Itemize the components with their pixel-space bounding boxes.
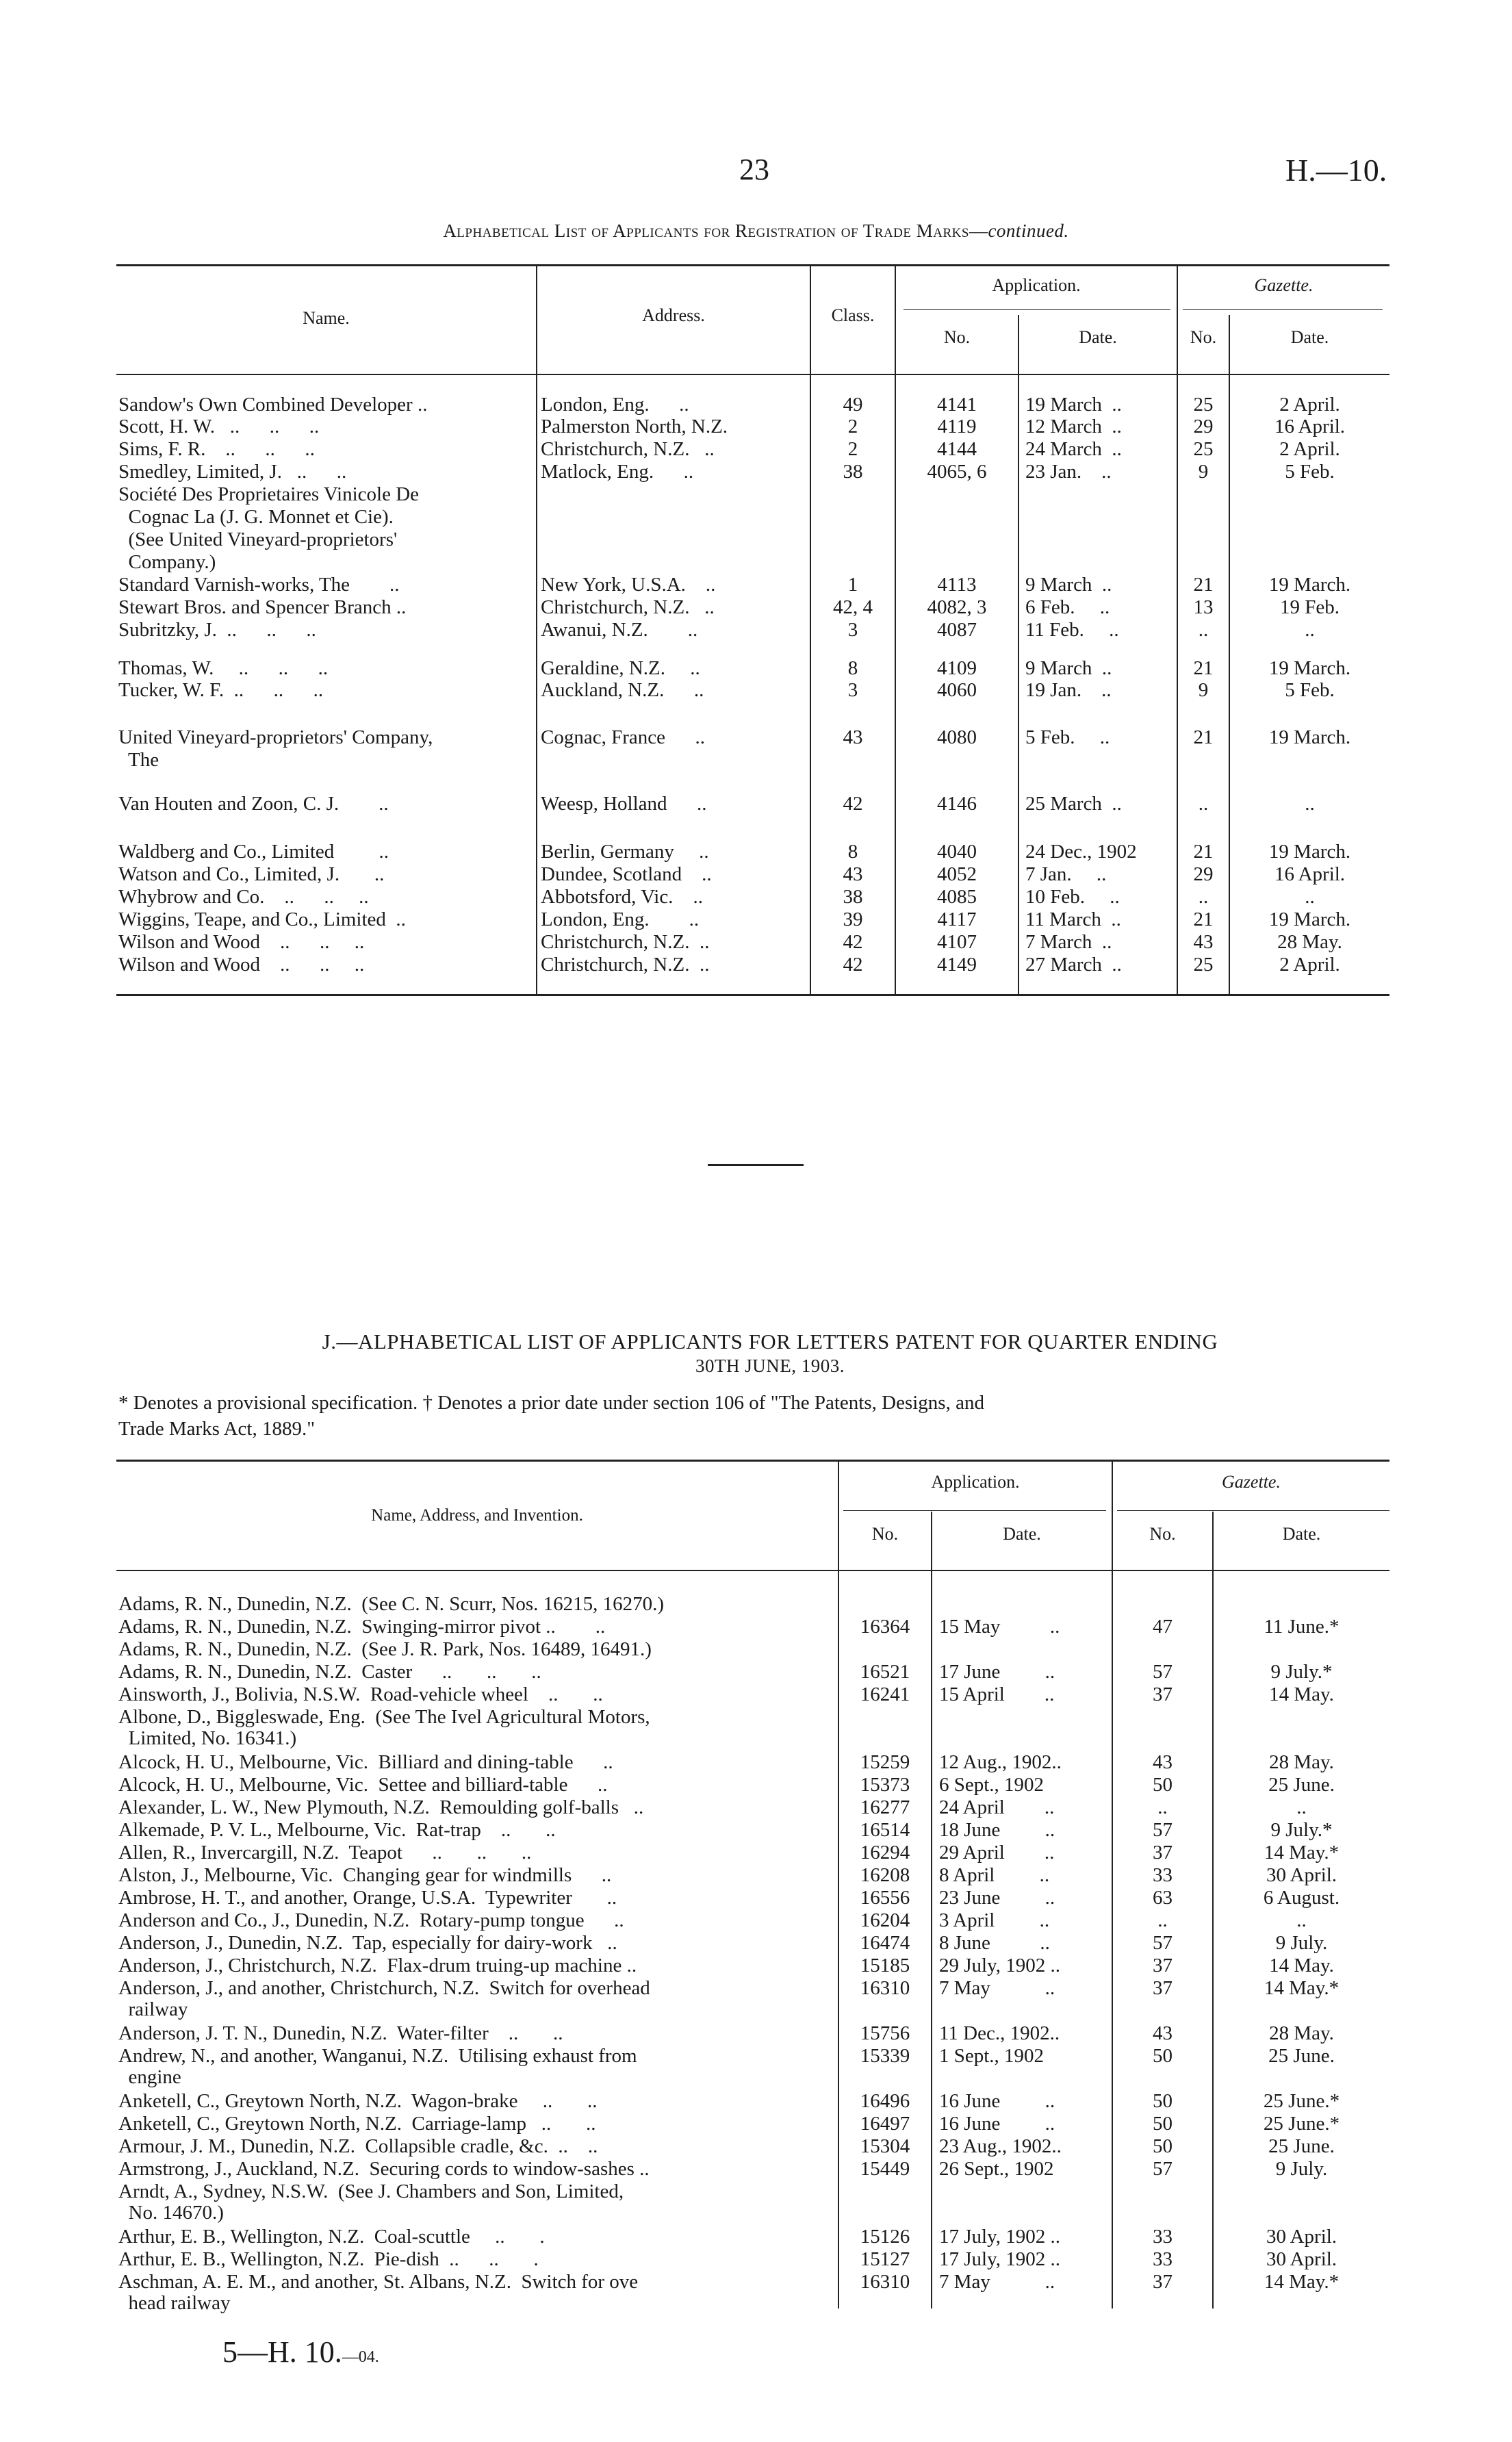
table1-cell-address: Weesp, Holland .. [541, 793, 707, 815]
table2-cell-gaz-no: 37 [1153, 1842, 1173, 1864]
document-reference: H.—10. [1285, 153, 1387, 188]
table1-header-gaz-date: Date. [1290, 327, 1329, 347]
table2-cell-gaz-date: 28 May. [1269, 2022, 1334, 2044]
table1-cell-app-date: 19 Jan. .. [1025, 679, 1112, 701]
table1-cell-app-no: 4052 [937, 863, 977, 885]
table2-cell-app-no: 16514 [860, 1819, 910, 1841]
table1-cell-gaz-date: .. [1305, 793, 1315, 815]
table1-cell-gaz-no: 21 [1193, 726, 1214, 748]
table1-cell-class: 3 [847, 619, 858, 641]
table1-cell-address: Awanui, N.Z. .. [541, 619, 698, 641]
table1-cell-class: 2 [847, 438, 858, 460]
table1-cell-gaz-no: 9 [1198, 679, 1209, 701]
table2-cell-app-date: 11 Dec., 1902.. [939, 2022, 1060, 2044]
table1-cell-class: 39 [843, 908, 863, 930]
table2-cell-app-no: 16241 [860, 1683, 910, 1705]
table2-cell-gaz-date: 14 May.* [1264, 2271, 1340, 2293]
table2-cell-gaz-no: 47 [1153, 1616, 1173, 1638]
table1-cell-app-date: 6 Feb. .. [1025, 596, 1110, 618]
table2-cell-app-no: 16496 [860, 2090, 910, 2112]
table1-cell-app-date: 11 March .. [1025, 908, 1121, 930]
table1-cell-gaz-date: .. [1305, 886, 1315, 908]
table1-cell-class: 38 [843, 886, 863, 908]
table1-cell-class: 8 [847, 657, 858, 679]
table2-cell-name: Alexander, L. W., New Plymouth, N.Z. Remoulding golf-balls .. [118, 1796, 644, 1818]
table1-cell-gaz-no: 25 [1193, 954, 1214, 976]
table2-cell-gaz-date: 9 July.* [1270, 1819, 1333, 1841]
table2-cell-name: Anderson, J., Dunedin, N.Z. Tap, especially for dairy-work .. [118, 1932, 617, 1954]
table1-cell-app-date: 11 Feb. .. [1025, 619, 1119, 641]
table2-group-rule [1117, 1510, 1389, 1511]
table2-cell-name: Adams, R. N., Dunedin, N.Z. (See J. R. Park, Nos. 16489, 16491.) [118, 1638, 652, 1660]
table1-cell-class: 2 [847, 416, 858, 437]
table2-cell-name: Anderson, J., and another, Christchurch, N.Z. Switch for overhead [118, 1977, 650, 1999]
table2-cell-app-date: 17 June .. [939, 1661, 1055, 1683]
table1-cell-name: United Vineyard-proprietors' Company, [118, 726, 433, 748]
table1-cell-name: Sandow's Own Combined Developer .. [118, 394, 428, 416]
table1-cell-name: Tucker, W. F. .. .. .. [118, 679, 324, 701]
table2-cell-gaz-date: 25 June. [1268, 2135, 1335, 2157]
table2-cell-gaz-date: 14 May. [1269, 1955, 1334, 1976]
table1-header-gaz-no: No. [1190, 327, 1217, 347]
table1-header-app-date: Date. [1079, 327, 1117, 347]
table2-cell-gaz-no: 63 [1153, 1887, 1173, 1909]
table2-cell-app-no: 15304 [860, 2135, 910, 2157]
table2-cell-gaz-no: 37 [1153, 2271, 1173, 2293]
table2-cell-app-no: 15126 [860, 2226, 910, 2248]
table2-cell-app-no: 16364 [860, 1616, 910, 1638]
table1-cell-address: Geraldine, N.Z. .. [541, 657, 700, 679]
table2-cell-app-date: 16 June .. [939, 2113, 1055, 2135]
table1-cell-address: London, Eng. .. [541, 394, 689, 416]
table1-cell-app-no: 4113 [937, 574, 977, 596]
table1-cell-name: Wilson and Wood .. .. .. [118, 931, 365, 953]
table2-cell-app-date: 15 April .. [939, 1683, 1055, 1705]
table2-cell-gaz-date: 11 June.* [1264, 1616, 1340, 1638]
table2-cell-app-date: 3 April .. [939, 1909, 1050, 1931]
table1-cell-app-date: 5 Feb. .. [1025, 726, 1110, 748]
table2-cell-app-date: 7 May .. [939, 1977, 1055, 1999]
table1-cell-class: 42 [843, 931, 863, 953]
table1-cell-name: (See United Vineyard-proprietors' [118, 529, 398, 550]
table1-cell-gaz-date: 2 April. [1279, 954, 1340, 976]
table1-cell-gaz-date: 28 May. [1277, 931, 1342, 953]
table1-cell-address: Berlin, Germany .. [541, 841, 709, 863]
table2-cell-gaz-no: 43 [1153, 1751, 1173, 1773]
table2-header-gaz-date: Date. [1282, 1524, 1321, 1544]
table2-cell-gaz-no: 50 [1153, 2113, 1173, 2135]
table1-cell-name: Scott, H. W. .. .. .. [118, 416, 320, 437]
table2-cell-gaz-no: 37 [1153, 1977, 1173, 1999]
table2-cell-gaz-date: .. [1296, 1796, 1307, 1818]
table1-cell-gaz-no: 29 [1193, 416, 1214, 437]
table1-cell-address: Matlock, Eng. .. [541, 461, 694, 483]
table1-cell-app-date: 7 Jan. .. [1025, 863, 1107, 885]
table2-cell-gaz-date: 30 April. [1266, 2226, 1337, 2248]
table2-cell-name: Anderson and Co., J., Dunedin, N.Z. Rotary-pump tongue .. [118, 1909, 624, 1931]
table1-cell-name: Watson and Co., Limited, J. .. [118, 863, 385, 885]
table2-cell-gaz-date: 9 July.* [1270, 1661, 1333, 1683]
table1-cell-app-date: 19 March .. [1025, 394, 1122, 416]
table1-cell-gaz-no: 29 [1193, 863, 1214, 885]
page-number: 23 [739, 153, 769, 186]
table1-cell-gaz-date: .. [1305, 619, 1315, 641]
table2-cell-name: Ainsworth, J., Bolivia, N.S.W. Road-vehicle wheel .. .. [118, 1683, 603, 1705]
section-j-title: J.—ALPHABETICAL LIST OF APPLICANTS FOR LETTERS PATENT FOR QUARTER ENDING [322, 1330, 1218, 1353]
table2-cell-app-date: 23 Aug., 1902.. [939, 2135, 1062, 2157]
table1-cell-app-no: 4060 [937, 679, 977, 701]
table1-cell-name: Subritzky, J. .. .. .. [118, 619, 316, 641]
table1-cell-gaz-no: 13 [1193, 596, 1214, 618]
table1-cell-class: 42 [843, 954, 863, 976]
table2-cell-name: Alcock, H. U., Melbourne, Vic. Billiard and dining-table .. [118, 1751, 613, 1773]
table2-cell-name: Anketell, C., Greytown North, N.Z. Wagon-brake .. .. [118, 2090, 598, 2112]
table1-cell-address: Palmerston North, N.Z. [541, 416, 728, 437]
table1-header-name: Name. [303, 308, 350, 328]
table1-cell-app-no: 4085 [937, 886, 977, 908]
table2-cell-app-no: 16521 [860, 1661, 910, 1683]
table2-cell-name: Adams, R. N., Dunedin, N.Z. Swinging-mirror pivot .. .. [118, 1616, 606, 1638]
table1-title [0, 220, 1512, 242]
table1-cell-app-no: 4082, 3 [927, 596, 987, 618]
table2-col-divider [931, 1512, 932, 2309]
table1-cell-app-no: 4144 [937, 438, 977, 460]
section-j-note-line1: * Denotes a provisional specification. † Denotes a prior date under section 106 of "The Patents, Designs, and [118, 1392, 984, 1414]
table1-cell-app-date: 9 March .. [1025, 574, 1112, 596]
table1-cell-gaz-no: 43 [1193, 931, 1214, 953]
table1-title-suffix: continued. [988, 220, 1069, 241]
table2-cell-app-date: 8 June .. [939, 1932, 1050, 1954]
table1-cell-name: Wiggins, Teape, and Co., Limited .. [118, 908, 406, 930]
table1-cell-app-no: 4146 [937, 793, 977, 815]
table2-cell-gaz-no: 50 [1153, 2045, 1173, 2067]
table1-cell-gaz-no: .. [1198, 793, 1209, 815]
table1-header-rule [116, 374, 1389, 375]
table1-header-app-no: No. [943, 327, 971, 347]
table2-cell-app-no: 16208 [860, 1864, 910, 1886]
table2-cell-gaz-no: 50 [1153, 2090, 1173, 2112]
table1-cell-app-date: 7 March .. [1025, 931, 1112, 953]
table1-cell-gaz-date: 19 March. [1268, 726, 1351, 748]
table2-cell-app-date: 1 Sept., 1902 [939, 2045, 1045, 2067]
table2-cell-gaz-no: 57 [1153, 1819, 1173, 1841]
table2-cell-name: Anderson, J., Christchurch, N.Z. Flax-drum truing-up machine .. [118, 1955, 637, 1976]
table1-cell-address: Christchurch, N.Z. .. [541, 931, 710, 953]
table2-cell-name: railway [118, 1998, 188, 2020]
table2-cell-app-date: 6 Sept., 1902 [939, 1774, 1045, 1796]
table1-cell-name: The [118, 749, 159, 771]
table2-cell-app-no: 16310 [860, 2271, 910, 2293]
table2-cell-gaz-date: 30 April. [1266, 1864, 1337, 1886]
table2-cell-name: Arthur, E. B., Wellington, N.Z. Pie-dish .. .. . [118, 2248, 539, 2270]
table1-cell-name: Company.) [118, 551, 216, 573]
table2-cell-gaz-no: 57 [1153, 1661, 1173, 1683]
table2-cell-gaz-no: 57 [1153, 2158, 1173, 2180]
table1-header-address: Address. [642, 305, 705, 325]
table1-header-gazette: Gazette. [1254, 275, 1314, 295]
table1-cell-gaz-no: 9 [1198, 461, 1209, 483]
table1-cell-gaz-date: 16 April. [1274, 863, 1346, 885]
table1-cell-class: 3 [847, 679, 858, 701]
table2-cell-name: Armstrong, J., Auckland, N.Z. Securing cords to window-sashes .. [118, 2158, 650, 2180]
table2-cell-app-date: 29 July, 1902 .. [939, 1955, 1060, 1976]
table2-cell-name: No. 14670.) [118, 2202, 224, 2224]
table2-cell-gaz-no: .. [1157, 1796, 1168, 1818]
table1-cell-app-no: 4107 [937, 931, 977, 953]
table2-cell-gaz-date: 25 June.* [1263, 2090, 1340, 2112]
table1-cell-gaz-date: 5 Feb. [1285, 461, 1335, 483]
table2-cell-app-no: 15259 [860, 1751, 910, 1773]
table2-cell-name: Albone, D., Biggleswade, Eng. (See The Ivel Agricultural Motors, [118, 1706, 650, 1728]
table1-cell-app-no: 4040 [937, 841, 977, 863]
table1-cell-gaz-no: 25 [1193, 394, 1214, 416]
table2-cell-app-no: 16204 [860, 1909, 910, 1931]
table1-cell-address: Abbotsford, Vic. .. [541, 886, 703, 908]
table1-cell-gaz-no: 21 [1193, 574, 1214, 596]
table1-cell-gaz-date: 2 April. [1279, 438, 1340, 460]
table2-cell-app-date: 7 May .. [939, 2271, 1055, 2293]
table2-cell-app-no: 15449 [860, 2158, 910, 2180]
table2-cell-name: Anderson, J. T. N., Dunedin, N.Z. Water-filter .. .. [118, 2022, 563, 2044]
table2-cell-app-no: 16474 [860, 1932, 910, 1954]
section-j-note-line2: Trade Marks Act, 1889." [118, 1418, 316, 1440]
table2-cell-gaz-date: 14 May.* [1264, 1842, 1340, 1864]
table1-cell-address: Auckland, N.Z. .. [541, 679, 704, 701]
table1-cell-app-date: 12 March .. [1025, 416, 1122, 437]
table2-cell-name: Adams, R. N., Dunedin, N.Z. (See C. N. Scurr, Nos. 16215, 16270.) [118, 1593, 665, 1615]
table1-cell-address: Christchurch, N.Z. .. [541, 438, 715, 460]
table1-cell-gaz-no: 25 [1193, 438, 1214, 460]
table2-cell-name: Armour, J. M., Dunedin, N.Z. Collapsible cradle, &c. .. .. [118, 2135, 598, 2157]
table1-cell-name: Van Houten and Zoon, C. J. .. [118, 793, 389, 815]
section-j-subtitle: 30TH JUNE, 1903. [695, 1356, 845, 1376]
table2-cell-app-no: 16497 [860, 2113, 910, 2135]
table1-bottom-rule [116, 994, 1389, 996]
table1-cell-name: Thomas, W. .. .. .. [118, 657, 329, 679]
table1-cell-class: 43 [843, 726, 863, 748]
table1-cell-app-no: 4109 [937, 657, 977, 679]
table2-cell-name: Arthur, E. B., Wellington, N.Z. Coal-scuttle .. . [118, 2226, 545, 2248]
table2-cell-app-date: 29 April .. [939, 1842, 1055, 1864]
table2-cell-gaz-no: 50 [1153, 1774, 1173, 1796]
table1-cell-gaz-no: 21 [1193, 657, 1214, 679]
table2-cell-app-date: 12 Aug., 1902.. [939, 1751, 1062, 1773]
table2-cell-app-no: 16294 [860, 1842, 910, 1864]
table2-cell-app-date: 18 June .. [939, 1819, 1055, 1841]
table1-cell-class: 42, 4 [833, 596, 873, 618]
table1-col-divider [536, 264, 537, 994]
table1-cell-gaz-date: 19 Feb. [1280, 596, 1340, 618]
table2-cell-gaz-date: 28 May. [1269, 1751, 1334, 1773]
table1-title-prefix: Alphabetical List of Applicants for Registration of Trade Marks— [443, 220, 988, 241]
table2-cell-app-no: 15185 [860, 1955, 910, 1976]
table1-cell-name: Société Des Proprietaires Vinicole De [118, 483, 420, 505]
table2-cell-gaz-date: 25 June. [1268, 1774, 1335, 1796]
table2-header-app-no: No. [871, 1524, 899, 1544]
table1-cell-address: Christchurch, N.Z. .. [541, 596, 715, 618]
table1-cell-class: 43 [843, 863, 863, 885]
table1-cell-address: Dundee, Scotland .. [541, 863, 712, 885]
table1-cell-gaz-date: 16 April. [1274, 416, 1346, 437]
table1-cell-app-no: 4087 [937, 619, 977, 641]
table2-cell-gaz-no: 37 [1153, 1955, 1173, 1976]
table1-cell-class: 8 [847, 841, 858, 863]
table1-cell-gaz-date: 19 March. [1268, 908, 1351, 930]
table2-cell-name: Limited, No. 16341.) [118, 1727, 297, 1749]
table1-cell-gaz-date: 19 March. [1268, 841, 1351, 863]
table2-cell-gaz-date: 14 May.* [1264, 1977, 1340, 1999]
table2-cell-gaz-date: 14 May. [1269, 1683, 1334, 1705]
table2-cell-gaz-date: 6 August. [1263, 1887, 1340, 1909]
table1-cell-app-no: 4141 [937, 394, 977, 416]
table1-cell-app-no: 4119 [937, 416, 977, 437]
table2-cell-gaz-no: 50 [1153, 2135, 1173, 2157]
table2-header-gaz-no: No. [1149, 1524, 1176, 1544]
table2-cell-gaz-no: .. [1157, 1909, 1168, 1931]
table1-cell-app-date: 24 March .. [1025, 438, 1122, 460]
table1-cell-name: Standard Varnish-works, The .. [118, 574, 400, 596]
table2-cell-app-date: 16 June .. [939, 2090, 1055, 2112]
table2-cell-gaz-date: 25 June. [1268, 2045, 1335, 2067]
table2-cell-gaz-date: 9 July. [1275, 2158, 1328, 2180]
table2-cell-app-date: 23 June .. [939, 1887, 1055, 1909]
table2-cell-app-date: 24 April .. [939, 1796, 1055, 1818]
table1-cell-name: Wilson and Wood .. .. .. [118, 954, 365, 976]
table2-cell-app-date: 8 April .. [939, 1864, 1050, 1886]
table2-cell-name: Aschman, A. E. M., and another, St. Albans, N.Z. Switch for ove [118, 2271, 639, 2293]
table2-top-rule [116, 1460, 1389, 1462]
table1-cell-gaz-date: 5 Feb. [1285, 679, 1335, 701]
table2-cell-app-no: 15756 [860, 2022, 910, 2044]
table1-cell-class: 38 [843, 461, 863, 483]
signature-text: 5—H. 10. [222, 2335, 342, 2369]
table2-cell-gaz-date: 9 July. [1275, 1932, 1328, 1954]
table2-header-rule [116, 1570, 1389, 1571]
table2-cell-name: Allen, R., Invercargill, N.Z. Teapot .. .. .. [118, 1842, 532, 1864]
table1-cell-app-date: 10 Feb. .. [1025, 886, 1120, 908]
table2-cell-app-date: 15 May .. [939, 1616, 1060, 1638]
table1-cell-gaz-date: 19 March. [1268, 657, 1351, 679]
table1-cell-class: 49 [843, 394, 863, 416]
table1-cell-gaz-no: .. [1198, 886, 1209, 908]
table2-cell-app-date: 17 July, 1902 .. [939, 2248, 1060, 2270]
signature-suffix: —04. [342, 2348, 379, 2366]
table2-cell-app-date: 26 Sept., 1902 [939, 2158, 1054, 2180]
table1-top-rule [116, 264, 1389, 266]
table2-cell-gaz-no: 33 [1153, 1864, 1173, 1886]
table2-cell-app-date: 17 July, 1902 .. [939, 2226, 1060, 2248]
table1-cell-address: Christchurch, N.Z. .. [541, 954, 710, 976]
table2-cell-name: head railway [118, 2292, 231, 2314]
table1-cell-address: London, Eng. .. [541, 908, 700, 930]
table1-cell-gaz-date: 19 March. [1268, 574, 1351, 596]
table2-header-application: Application. [931, 1472, 1020, 1492]
table2-cell-name: Arndt, A., Sydney, N.S.W. (See J. Chambers and Son, Limited, [118, 2180, 624, 2202]
table2-cell-name: Alston, J., Melbourne, Vic. Changing gear for windmills .. [118, 1864, 612, 1886]
table2-cell-gaz-no: 33 [1153, 2248, 1173, 2270]
table1-cell-gaz-no: .. [1198, 619, 1209, 641]
table1-cell-app-no: 4065, 6 [927, 461, 987, 483]
table1-header-application: Application. [992, 275, 1081, 295]
table1-cell-app-date: 23 Jan. .. [1025, 461, 1112, 483]
table2-cell-app-no: 16277 [860, 1796, 910, 1818]
table1-cell-app-no: 4080 [937, 726, 977, 748]
table2-header-app-date: Date. [1003, 1524, 1041, 1544]
table2-cell-gaz-date: .. [1296, 1909, 1307, 1931]
table2-cell-name: engine [118, 2066, 181, 2088]
table1-cell-name: Waldberg and Co., Limited .. [118, 841, 389, 863]
table2-cell-app-no: 16310 [860, 1977, 910, 1999]
table2-cell-name: Andrew, N., and another, Wanganui, N.Z. Utilising exhaust from [118, 2045, 637, 2067]
table1-cell-app-no: 4117 [937, 908, 977, 930]
table1-cell-app-date: 24 Dec., 1902 [1025, 841, 1137, 863]
table2-header-gazette: Gazette. [1222, 1472, 1281, 1492]
table1-cell-name: Sims, F. R. .. .. .. [118, 438, 315, 460]
table2-cell-gaz-no: 43 [1153, 2022, 1173, 2044]
table1-cell-app-date: 27 March .. [1025, 954, 1122, 976]
section-separator [708, 1164, 804, 1166]
table1-cell-name: Stewart Bros. and Spencer Branch .. [118, 596, 407, 618]
table1-cell-class: 1 [847, 574, 858, 596]
table2-cell-app-no: 15339 [860, 2045, 910, 2067]
table1-cell-app-no: 4149 [937, 954, 977, 976]
signature-mark [222, 2335, 379, 2369]
table1-cell-name: Smedley, Limited, J. .. .. [118, 461, 347, 483]
table1-cell-name: Cognac La (J. G. Monnet et Cie). [118, 506, 394, 528]
table1-cell-class: 42 [843, 793, 863, 815]
table2-cell-name: Adams, R. N., Dunedin, N.Z. Caster .. .. .. [118, 1661, 541, 1683]
table2-cell-gaz-date: 25 June.* [1263, 2113, 1340, 2135]
table1-cell-gaz-no: 21 [1193, 841, 1214, 863]
table2-cell-name: Anketell, C., Greytown North, N.Z. Carriage-lamp .. .. [118, 2113, 596, 2135]
table2-cell-name: Ambrose, H. T., and another, Orange, U.S.A. Typewriter .. [118, 1887, 617, 1909]
table2-cell-gaz-no: 33 [1153, 2226, 1173, 2248]
table1-cell-name: Whybrow and Co. .. .. .. [118, 886, 369, 908]
table2-header-name: Name, Address, and Invention. [371, 1506, 583, 1525]
table2-cell-gaz-no: 37 [1153, 1683, 1173, 1705]
table1-cell-gaz-date: 2 April. [1279, 394, 1340, 416]
table2-cell-name: Alkemade, P. V. L., Melbourne, Vic. Rat-trap .. .. [118, 1819, 556, 1841]
table1-group-rule [904, 309, 1170, 310]
table1-header-class: Class. [831, 305, 875, 325]
table2-cell-name: Alcock, H. U., Melbourne, Vic. Settee and billiard-table .. [118, 1774, 608, 1796]
table2-cell-gaz-date: 30 April. [1266, 2248, 1337, 2270]
table1-cell-address: Cognac, France .. [541, 726, 705, 748]
table2-cell-app-no: 15127 [860, 2248, 910, 2270]
table1-cell-address: New York, U.S.A. .. [541, 574, 716, 596]
table2-cell-gaz-no: 57 [1153, 1932, 1173, 1954]
table2-cell-app-no: 15373 [860, 1774, 910, 1796]
table2-group-rule [843, 1510, 1106, 1511]
table1-cell-gaz-no: 21 [1193, 908, 1214, 930]
table2-cell-app-no: 16556 [860, 1887, 910, 1909]
table1-cell-app-date: 25 March .. [1025, 793, 1122, 815]
table1-group-rule [1183, 309, 1383, 310]
table1-col-divider [1018, 315, 1019, 994]
table1-cell-app-date: 9 March .. [1025, 657, 1112, 679]
